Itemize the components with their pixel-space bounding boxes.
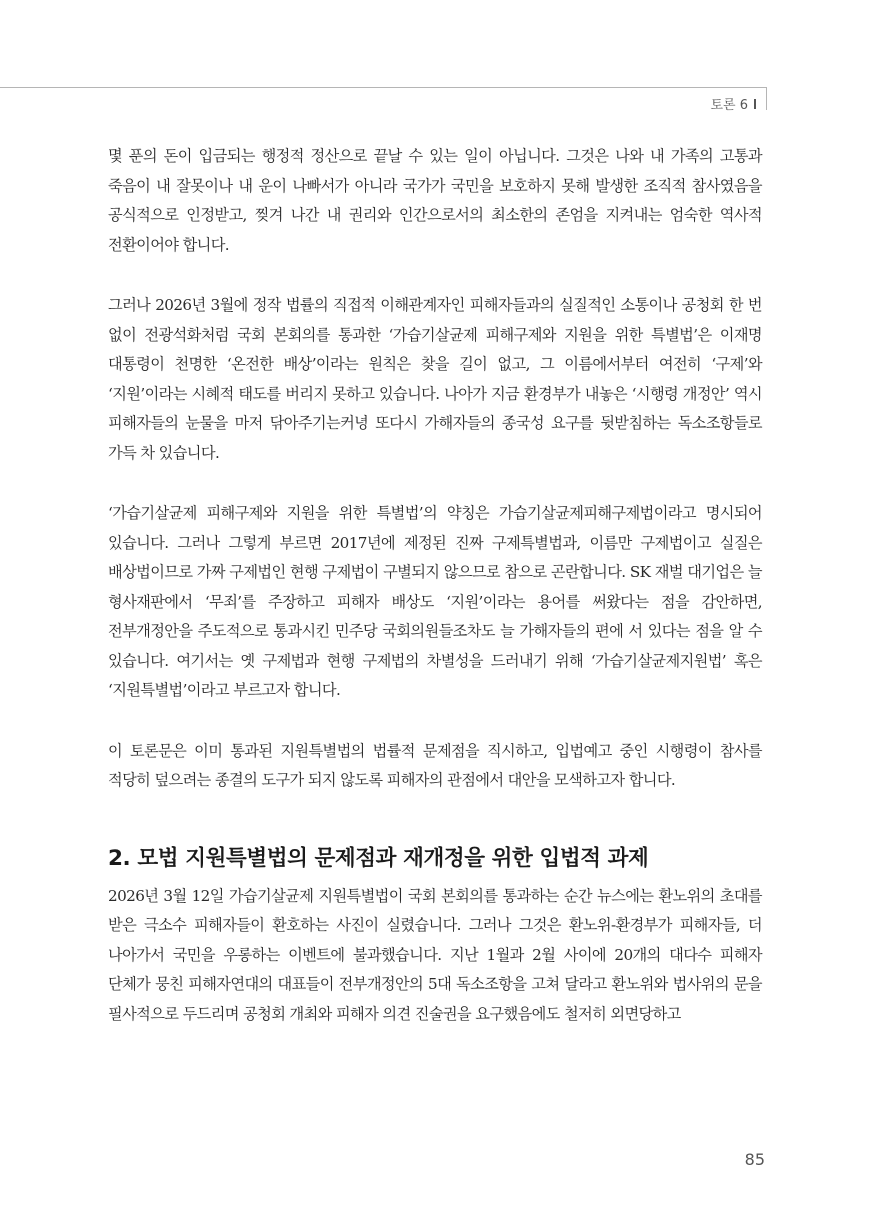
paragraph-gap [108,260,762,291]
section-heading: 2. 모법 지원특별법의 문제점과 재개정을 위한 입법적 과제 [108,845,649,871]
header-rule [0,87,767,110]
section-gap [108,796,762,844]
body-paragraph-3: ‘가습기살균제 피해구제와 지원을 위한 특별법’의 약칭은 가습기살균제피해구제법이라고 명시되어 있습니다. 그러나 그렇게 부르면 2017년에 제정된 진짜 구제특별법과, 이름만 구제법이고 실질은 배상법이므로 가짜 구제법인 현행 구제법이 구별되지 않으므로 참으로 곤란합니다. SK 재벌 대기업은 늘 형사재판에서 ‘무죄’를 주장하고 피해자 배상도 ‘지원’이라는 용어를 써왔다는 점을 감안하면, 전부개정안을 주도적으로 통과시킨 민주당 국회의원들조차도 늘 가해자들의 편에 서 있다는 점을 알 수 있습니다. 여기서는 옛 구제법과 현행 구제법의 차별성을 드러내기 위해 ‘가습기살균제지원법’ 혹은 ‘지원특별법’이라고 부르고자 합니다. [108,504,762,699]
paragraph-gap [108,468,762,499]
paragraph-gap [108,706,762,737]
page-body [108,142,762,1029]
running-head-bar [754,99,756,109]
running-head-title: 토론 6 [710,98,748,113]
body-paragraph-1: 몇 푼의 돈이 입금되는 행정적 정산으로 끝날 수 있는 일이 아닙니다. 그것은 나와 내 가족의 고통과 죽음이 내 잘못이나 내 운이 나빠서가 아니라 국가가 국민을 보호하지 못해 발생한 조직적 참사였음을 공식적으로 인정받고, 찢겨 나간 내 권리와 인간으로서의 최소한의 존엄을 지켜내는 엄숙한 역사적 전환이어야 합니다. [108,147,762,254]
body-paragraph-4: 이 토론문은 이미 통과된 지원특별법의 법률적 문제점을 직시하고, 입법예고 중인 시행령이 참사를 적당히 덮으려는 종결의 도구가 되지 않도록 피해자의 관점에서 대안을 모색하고자 합니다. [108,741,762,789]
page-number: 85 [744,1150,765,1169]
running-head [710,94,756,113]
section-paragraph-1: 2026년 3월 12일 가습기살균제 지원특별법이 국회 본회의를 통과하는 순간 뉴스에는 환노위의 초대를 받은 극소수 피해자들이 환호하는 사진이 실렸습니다. 그러나 그것은 환노위-환경부가 피해자들, 더 나아가서 국민을 우롱하는 이벤트에 불과했습니다. 지난 1월과 2월 사이에 20개의 대다수 피해자 단체가 뭉친 피해자연대의 대표들이 전부개정안의 5대 독소조항을 고쳐 달라고 환노위와 법사위의 문을 필사적으로 두드리며 공청회 개최와 피해자 의견 진술권을 요구했음에도 철저히 외면당하고 [108,886,762,1023]
body-paragraph-2: 그러나 2026년 3월에 정작 법률의 직접적 이해관계자인 피해자들과의 실질적인 소통이나 공청회 한 번 없이 전광석화처럼 국회 본회의를 통과한 ‘가습기살균제 피해구제와 지원을 위한 특별법’은 이재명 대통령이 천명한 ‘온전한 배상’이라는 원칙은 찾을 길이 없고, 그 이름에서부터 여전히 ‘구제’와 ‘지원’이라는 시혜적 태도를 버리지 못하고 있습니다. 나아가 지금 환경부가 내놓은 ‘시행령 개정안’ 역시 피해자들의 눈물을 마저 닦아주기는커녕 또다시 가해자들의 종국성 요구를 뒷받침하는 독소조항들로 가득 차 있습니다. [108,296,762,462]
